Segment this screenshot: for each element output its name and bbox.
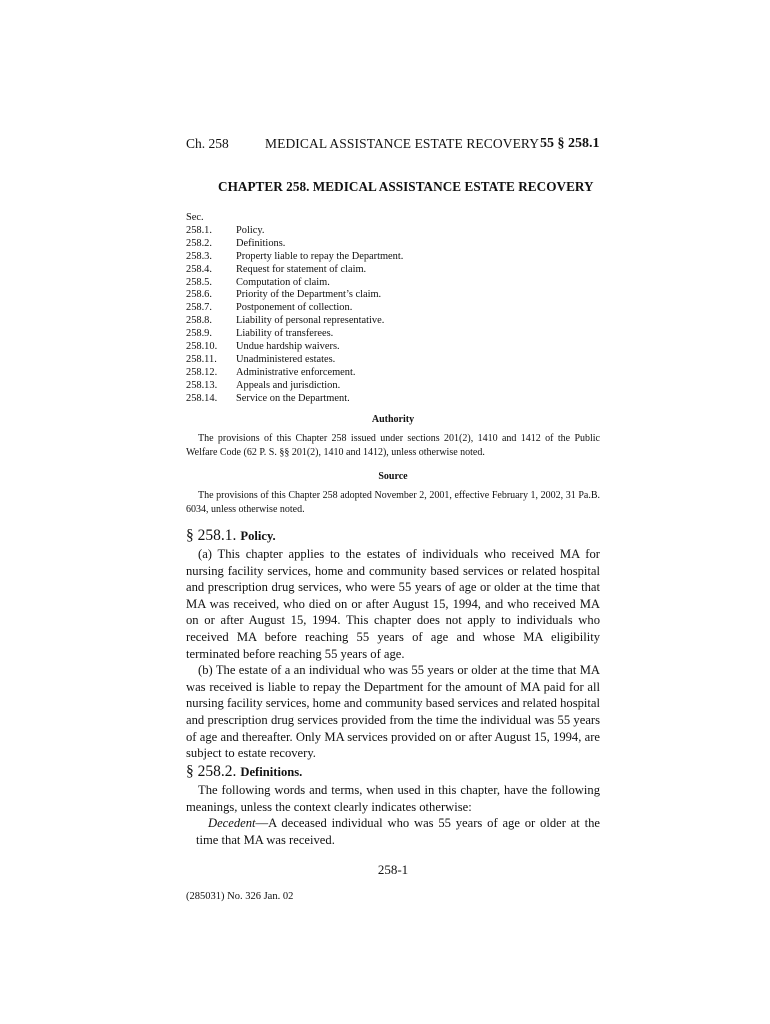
toc-item-number: 258.10.	[186, 341, 218, 353]
authority-heading: Authority	[371, 414, 415, 425]
toc-heading: Sec.	[186, 212, 204, 223]
table-of-contents	[186, 212, 403, 406]
toc-item-number: 258.9.	[186, 328, 212, 340]
toc-item	[186, 393, 403, 406]
definition-decedent	[186, 815, 600, 848]
definition-text: —A deceased individual who was 55 years of age or older at the time that MA was received.	[196, 816, 600, 847]
section-258-2-heading	[186, 763, 302, 781]
toc-item-title: Service on the Department.	[236, 392, 350, 404]
toc-item-title: Priority of the Department’s claim.	[236, 289, 382, 301]
toc-item-number: 258.5.	[186, 276, 212, 288]
toc-item-title: Liability of transferees.	[236, 328, 334, 340]
toc-item-title: Administrative enforcement.	[236, 366, 356, 378]
header-section-ref: 55 § 258.1	[540, 136, 600, 151]
toc-item-title: Computation of claim.	[236, 276, 330, 288]
source-text: The provisions of this Chapter 258 adopted November 2, 2001, effective February 1, 2002, 31 Pa.B. 6034, unless otherwise noted.	[186, 490, 600, 515]
toc-item-title: Postponement of collection.	[236, 302, 353, 314]
toc-item-title: Appeals and jurisdiction.	[236, 379, 341, 391]
toc-item	[186, 225, 403, 238]
toc-item-number: 258.4.	[186, 263, 212, 275]
section-258-1-body	[186, 546, 600, 762]
toc-item-number: 258.1.	[186, 224, 212, 236]
section-title: Policy.	[240, 529, 276, 543]
toc-item-number: 258.13.	[186, 379, 218, 391]
toc-item-number: 258.6.	[186, 289, 212, 301]
toc-item-title: Undue hardship waivers.	[236, 341, 340, 353]
toc-item-number: 258.8.	[186, 315, 212, 327]
toc-item	[186, 315, 403, 328]
toc-item-number: 258.14.	[186, 392, 218, 404]
toc-list	[186, 225, 403, 406]
toc-item-number: 258.12.	[186, 366, 218, 378]
toc-item-number: 258.3.	[186, 250, 212, 262]
section-258-2-body	[186, 782, 600, 848]
toc-item	[186, 354, 403, 367]
toc-item	[186, 302, 403, 315]
definitions-intro: The following words and terms, when used in this chapter, have the following meanings, unless the context clearly indicates otherwise:	[186, 783, 600, 814]
section-258-1-heading	[186, 527, 276, 545]
section-number: § 258.2.	[186, 763, 237, 780]
toc-item	[186, 367, 403, 380]
toc-item	[186, 251, 403, 264]
authority-text: The provisions of this Chapter 258 issued under sections 201(2), 1410 and 1412 of the Public Welfare Code (62 P. S. §§ 201(2), 1410 and 1412), unless otherwise noted.	[186, 433, 600, 458]
toc-item-title: Property liable to repay the Department.	[236, 250, 404, 262]
chapter-title: CHAPTER 258. MEDICAL ASSISTANCE ESTATE RECOVERY	[218, 179, 594, 194]
toc-item	[186, 380, 403, 393]
footer-code: (285031) No. 326 Jan. 02	[186, 891, 294, 902]
toc-item-number: 258.2.	[186, 237, 212, 249]
toc-item	[186, 341, 403, 354]
toc-item-title: Definitions.	[236, 237, 286, 249]
toc-item	[186, 264, 403, 277]
header-chapter-ref: Ch. 258	[186, 136, 229, 151]
header-running-title: MEDICAL ASSISTANCE ESTATE RECOVERY	[265, 136, 540, 151]
toc-item	[186, 277, 403, 290]
definition-term: Decedent	[208, 816, 256, 831]
section-number: § 258.1.	[186, 527, 237, 544]
section-title: Definitions.	[240, 765, 303, 779]
toc-item-number: 258.11.	[186, 353, 217, 365]
paragraph-b: (b) The estate of a an individual who was 55 years or older at the time that MA was received is liable to repay the Department for the amount of MA paid for all nursing facility services, home and community based services and related hospital and prescription drug services provided from the time the individual was 55 years of age and thereafter. Only MA services provided on or after August 15, 1994, are subject to estate recovery.	[186, 663, 600, 761]
toc-item-title: Liability of personal representative.	[236, 315, 385, 327]
paragraph-a: (a) This chapter applies to the estates of individuals who received MA for nursing facility services, home and community based services or related hospital and prescription drug services, who were 55 years of age or older at the time that MA was received, who died on or after August 15, 1994, and who received MA on or after August 15, 1994. This chapter does not apply to individuals who received MA before reaching 55 years of age and whose MA eligibility terminated before reaching 55 years of age.	[186, 547, 600, 661]
toc-item	[186, 328, 403, 341]
toc-item-title: Policy.	[236, 224, 265, 236]
toc-item	[186, 238, 403, 251]
toc-item-number: 258.7.	[186, 302, 212, 314]
toc-item-title: Unadministered estates.	[236, 353, 336, 365]
page-number: 258-1	[377, 862, 409, 877]
toc-item	[186, 289, 403, 302]
toc-item-title: Request for statement of claim.	[236, 263, 367, 275]
source-heading: Source	[378, 471, 408, 482]
